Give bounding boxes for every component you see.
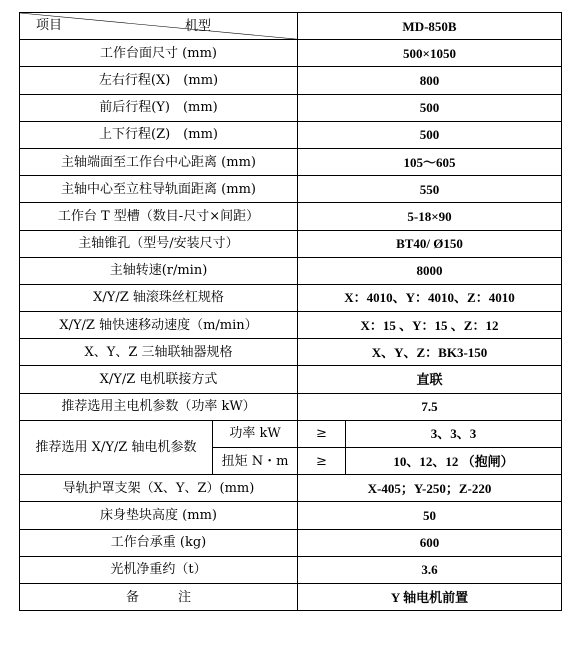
power-symbol: ≥ <box>298 420 346 447</box>
power-label: 功率 kW <box>213 420 298 447</box>
header-row <box>20 13 562 40</box>
table-row <box>20 339 562 366</box>
table-row <box>20 121 562 148</box>
motor-row-power <box>20 420 562 447</box>
power-value: 3、3、3 <box>346 420 562 447</box>
table-row <box>20 529 562 556</box>
row-label: 前后行程(Y) (mm) <box>20 94 298 121</box>
row-label: 主轴转速(r/min) <box>20 257 298 284</box>
table-row <box>20 40 562 67</box>
row-value: 600 <box>298 529 562 556</box>
row-label: 主轴锥孔（型号/安装尺寸） <box>20 230 298 257</box>
row-value: 3.6 <box>298 556 562 583</box>
row-value: X：4010、Y：4010、Z：4010 <box>298 284 562 311</box>
row-label: 光机净重约（t） <box>20 556 298 583</box>
row-value: 550 <box>298 176 562 203</box>
row-value: 800 <box>298 67 562 94</box>
table-row <box>20 67 562 94</box>
row-label: 导轨护罩支架（X、Y、Z）(mm) <box>20 475 298 502</box>
row-value: 500 <box>298 94 562 121</box>
spec-table <box>19 12 562 611</box>
row-label: X/Y/Z 轴滚珠丝杠规格 <box>20 284 298 311</box>
torque-label: 扭矩 N・m <box>213 448 298 475</box>
row-label: X/Y/Z 轴快速移动速度（m/min） <box>20 312 298 339</box>
row-value: 500 <box>298 121 562 148</box>
table-row <box>20 148 562 175</box>
table-row <box>20 284 562 311</box>
table-row <box>20 176 562 203</box>
row-value: BT40/ Ø150 <box>298 230 562 257</box>
table-row <box>20 366 562 393</box>
row-value: X：15 、Y：15 、Z：12 <box>298 312 562 339</box>
table-row <box>20 556 562 583</box>
row-label: 推荐选用主电机参数（功率 kW） <box>20 393 298 420</box>
row-label: 主轴中心至立柱导轨面距离 (mm) <box>20 176 298 203</box>
table-row <box>20 94 562 121</box>
table-row <box>20 312 562 339</box>
motor-label: 推荐选用 X/Y/Z 轴电机参数 <box>20 420 213 474</box>
row-value: 50 <box>298 502 562 529</box>
row-value: X、Y、Z：BK3-150 <box>298 339 562 366</box>
table-row <box>20 257 562 284</box>
torque-value: 10、12、12 （抱闸） <box>346 448 562 475</box>
remark-label: 备 注 <box>20 583 298 610</box>
row-label: 工作台面尺寸 (mm) <box>20 40 298 67</box>
row-value: 5-18×90 <box>298 203 562 230</box>
row-value: 8000 <box>298 257 562 284</box>
header-diagonal-cell <box>20 13 298 40</box>
remark-value: Y 轴电机前置 <box>298 583 562 610</box>
table-row <box>20 230 562 257</box>
row-label: 床身垫块高度 (mm) <box>20 502 298 529</box>
row-label: 工作台 T 型槽（数目-尺寸×间距） <box>20 203 298 230</box>
table-row <box>20 475 562 502</box>
item-header-label: 项目 <box>36 18 63 34</box>
row-value: 105～605 <box>298 148 562 175</box>
row-value: 直联 <box>298 366 562 393</box>
row-value: 7.5 <box>298 393 562 420</box>
table-row <box>20 203 562 230</box>
row-label: 左右行程(X) (mm) <box>20 67 298 94</box>
row-value: X-405；Y-250；Z-220 <box>298 475 562 502</box>
model-value: MD-850B <box>298 13 562 40</box>
model-header-label: 机型 <box>184 19 211 34</box>
table-row <box>20 502 562 529</box>
row-label: X/Y/Z 电机联接方式 <box>20 366 298 393</box>
row-value: 500×1050 <box>298 40 562 67</box>
table-row <box>20 393 562 420</box>
row-label: X、Y、Z 三轴联轴器规格 <box>20 339 298 366</box>
row-label: 工作台承重 (kg) <box>20 529 298 556</box>
row-label: 上下行程(Z) (mm) <box>20 121 298 148</box>
torque-symbol: ≥ <box>298 448 346 475</box>
row-label: 主轴端面至工作台中心距离 (mm) <box>20 148 298 175</box>
remark-row <box>20 583 562 610</box>
